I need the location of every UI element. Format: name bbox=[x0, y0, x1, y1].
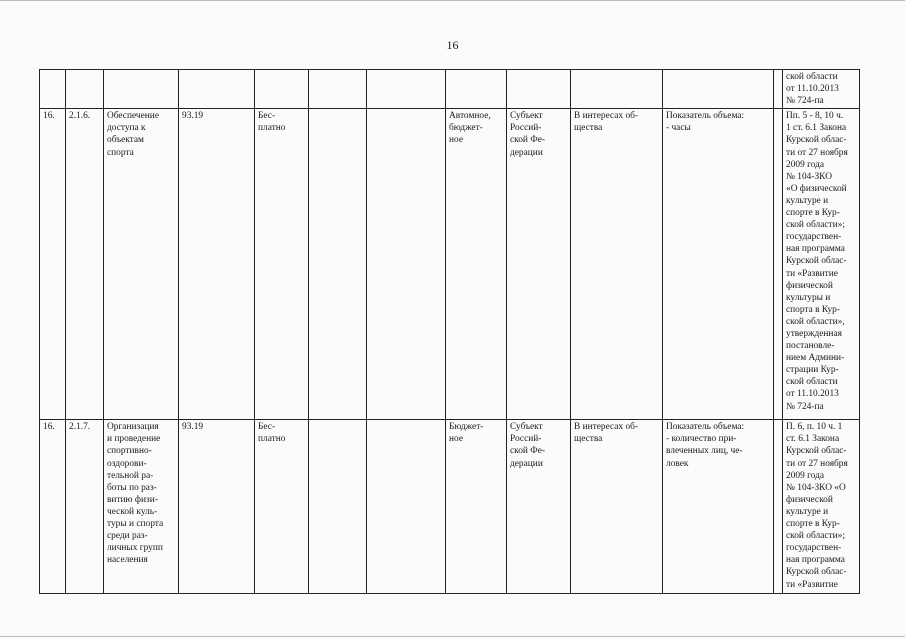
cell-line: Субъект bbox=[510, 111, 543, 122]
cell-line: щества bbox=[574, 123, 603, 134]
cell-line: от 11.10.2013 bbox=[786, 84, 839, 95]
cell-narrow bbox=[774, 70, 783, 109]
cell-line: культуре и bbox=[786, 195, 829, 206]
cell-line: «О физической bbox=[786, 183, 847, 194]
cell-line: ской области»; bbox=[786, 531, 845, 542]
cell-line: Курской облас- bbox=[786, 446, 847, 457]
cell-line: Курской облас- bbox=[786, 135, 847, 146]
cell-line: культуре и bbox=[786, 506, 829, 517]
cell-line: спортивно- bbox=[107, 446, 152, 457]
cell-subject bbox=[507, 109, 571, 420]
cell-line: Россий- bbox=[510, 434, 542, 445]
cell-line: № 724-па bbox=[786, 96, 824, 107]
cell-line: ти «Развитие bbox=[786, 268, 838, 279]
cell-line: Бюджет- bbox=[449, 422, 484, 433]
cell-line: от 11.10.2013 bbox=[786, 389, 839, 400]
cell-line: Обеспечение bbox=[107, 111, 159, 122]
cell-line: Курской облас- bbox=[786, 256, 847, 267]
cell-line: утвержденная bbox=[786, 328, 842, 339]
cell-empty bbox=[309, 70, 367, 109]
cell-payment bbox=[255, 109, 309, 420]
cell-institution-type bbox=[446, 420, 507, 594]
cell-num: 16. bbox=[40, 420, 66, 594]
cell-line: дерации bbox=[510, 458, 543, 469]
cell-line: бюджет- bbox=[449, 123, 483, 134]
cell-line: ти от 27 ноября bbox=[786, 147, 848, 158]
cell-line: № 104-ЗКО «О bbox=[786, 482, 846, 493]
cell-num bbox=[40, 70, 66, 109]
cell-line: Автомное, bbox=[449, 111, 491, 122]
cell-line: оздорови- bbox=[107, 458, 147, 469]
cell-line: щества bbox=[574, 434, 603, 445]
cell-interests bbox=[571, 109, 663, 420]
cell-line: ской области», bbox=[786, 316, 845, 327]
cell-line: боты по раз- bbox=[107, 482, 157, 493]
cell-line: № 724-па bbox=[786, 401, 824, 412]
page-number: 16 bbox=[446, 38, 459, 52]
cell-line: Пп. 5 - 8, 10 ч. bbox=[786, 111, 844, 122]
cell-line: туры и спорта bbox=[107, 519, 164, 530]
cell-line: Россий- bbox=[510, 123, 542, 134]
cell-line: Показатель объема: bbox=[666, 422, 745, 433]
cell-line: личных групп bbox=[107, 543, 163, 554]
cell-line: спорте в Кур- bbox=[786, 208, 840, 219]
cell-empty bbox=[367, 109, 446, 420]
scan-top-edge bbox=[0, 0, 905, 1]
cell-line: спорта bbox=[107, 147, 134, 158]
cell-line: В интересах об- bbox=[574, 111, 639, 122]
cell-line: П. 6, п. 10 ч. 1 bbox=[786, 422, 843, 433]
cell-line: Курской облас- bbox=[786, 567, 847, 578]
cell-line: объектам bbox=[107, 135, 144, 146]
cell-empty bbox=[367, 70, 446, 109]
cell-line: государствен- bbox=[786, 543, 842, 554]
cell-basis bbox=[783, 420, 860, 594]
cell-payment bbox=[255, 70, 309, 109]
cell-name bbox=[104, 109, 179, 420]
cell-line: ная программа bbox=[786, 244, 845, 255]
cell-line: ти от 27 ноября bbox=[786, 458, 848, 469]
cell-line: постановле- bbox=[786, 341, 835, 352]
cell-line: ловек bbox=[666, 458, 689, 469]
cell-line: страции Кур- bbox=[786, 365, 839, 376]
cell-subject bbox=[507, 70, 571, 109]
cell-indicator bbox=[663, 70, 774, 109]
cell-line: ской Фе- bbox=[510, 446, 545, 457]
cell-line: влеченных лиц, че- bbox=[666, 446, 743, 457]
cell-line: В интересах об- bbox=[574, 422, 639, 433]
cell-code: 2.1.6. bbox=[66, 109, 104, 420]
cell-indicator bbox=[663, 109, 774, 420]
cell-line: платно bbox=[258, 434, 286, 445]
cell-line: Бес- bbox=[258, 111, 276, 122]
cell-line: тельной ра- bbox=[107, 470, 154, 481]
cell-line: ти «Развитие bbox=[786, 579, 838, 590]
cell-institution-type bbox=[446, 70, 507, 109]
cell-line: Субъект bbox=[510, 422, 543, 433]
cell-okved: 93.19 bbox=[179, 420, 255, 594]
cell-line: Показатель объема: bbox=[666, 111, 745, 122]
cell-line: культуры и bbox=[786, 292, 831, 303]
cell-line: населения bbox=[107, 555, 148, 566]
cell-line: и проведение bbox=[107, 434, 161, 445]
cell-line: ная программа bbox=[786, 555, 845, 566]
cell-indicator bbox=[663, 420, 774, 594]
cell-institution-type bbox=[446, 109, 507, 420]
cell-line: ской области bbox=[786, 377, 838, 388]
cell-line: ской Фе- bbox=[510, 135, 545, 146]
cell-line: ческой куль- bbox=[107, 506, 158, 517]
cell-interests bbox=[571, 70, 663, 109]
table-row bbox=[40, 420, 860, 594]
cell-line: среди раз- bbox=[107, 531, 148, 542]
cell-name bbox=[104, 70, 179, 109]
cell-line: - количество при- bbox=[666, 434, 737, 445]
cell-subject bbox=[507, 420, 571, 594]
table-row bbox=[40, 109, 860, 420]
cell-line: физической bbox=[786, 280, 833, 291]
cell-empty bbox=[309, 109, 367, 420]
cell-basis bbox=[783, 70, 860, 109]
cell-line: спорта в Кур- bbox=[786, 304, 840, 315]
cell-empty bbox=[309, 420, 367, 594]
cell-line: - часы bbox=[666, 123, 691, 134]
cell-basis bbox=[783, 109, 860, 420]
cell-line: 1 ст. 6.1 Закона bbox=[786, 123, 847, 134]
cell-num: 16. bbox=[40, 109, 66, 420]
cell-line: государствен- bbox=[786, 232, 842, 243]
services-table bbox=[39, 69, 860, 594]
cell-line: доступа к bbox=[107, 123, 146, 134]
cell-name bbox=[104, 420, 179, 594]
cell-line: ст. 6.1 Закона bbox=[786, 434, 840, 445]
cell-line: 2009 года bbox=[786, 470, 825, 481]
cell-line: ской области»; bbox=[786, 220, 845, 231]
cell-okved: 93.19 bbox=[179, 109, 255, 420]
cell-line: дерации bbox=[510, 147, 543, 158]
cell-narrow bbox=[774, 420, 783, 594]
cell-code: 2.1.7. bbox=[66, 420, 104, 594]
cell-empty bbox=[367, 420, 446, 594]
cell-payment bbox=[255, 420, 309, 594]
scan-bottom-edge bbox=[0, 636, 905, 637]
cell-line: ное bbox=[449, 434, 463, 445]
cell-line: витию физи- bbox=[107, 494, 158, 505]
cell-code bbox=[66, 70, 104, 109]
table-row-continuation bbox=[40, 70, 860, 109]
cell-line: Организация bbox=[107, 422, 159, 433]
cell-interests bbox=[571, 420, 663, 594]
cell-okved bbox=[179, 70, 255, 109]
cell-line: ской области bbox=[786, 72, 838, 82]
cell-line: спорте в Кур- bbox=[786, 519, 840, 530]
cell-line: 2009 года bbox=[786, 159, 825, 170]
cell-line: платно bbox=[258, 123, 286, 134]
cell-line: Бес- bbox=[258, 422, 276, 433]
cell-line: ное bbox=[449, 135, 463, 146]
cell-line: нием Админи- bbox=[786, 353, 845, 364]
cell-line: физической bbox=[786, 494, 833, 505]
cell-narrow bbox=[774, 109, 783, 420]
cell-line: № 104-ЗКО bbox=[786, 171, 832, 182]
